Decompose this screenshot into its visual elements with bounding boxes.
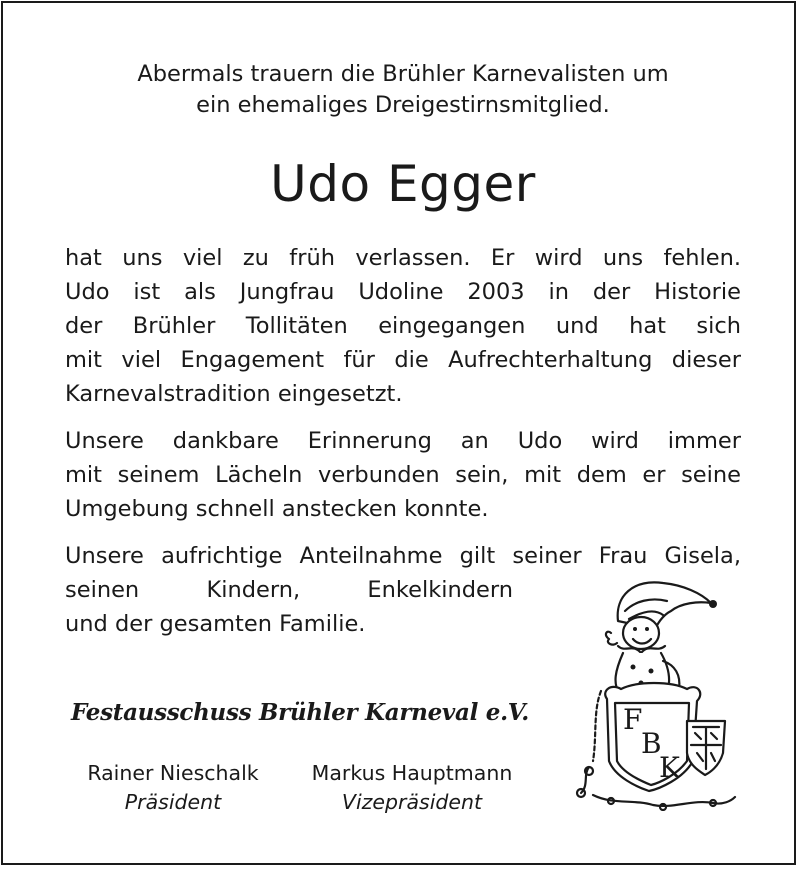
intro-line: ein ehemaliges Dreigestirnsmitglied.	[196, 92, 610, 118]
text-line: Umgebung schnell anstecken konnte.	[65, 496, 489, 522]
jester-crest-logo-icon	[563, 571, 743, 811]
text-line: Karnevalstradition eingesetzt.	[65, 381, 403, 407]
signatory-role: Präsident	[124, 790, 222, 814]
signatory-name: Rainer Nieschalk	[87, 761, 259, 785]
text-line: der Brühler Tollitäten eingegangen und hat sich	[65, 313, 741, 339]
signatory-name: Markus Hauptmann	[311, 761, 513, 785]
text-line: Udo ist als Jungfrau Udoline 2003 in der Historie	[65, 279, 741, 305]
deceased-name: Udo Egger	[270, 155, 536, 213]
signatory-president	[73, 759, 273, 817]
text-line: Unsere dankbare Erinnerung an Udo wird immer	[65, 428, 741, 454]
logo-letter-k: K	[659, 751, 680, 784]
text-line: und der gesamten Familie.	[65, 611, 366, 637]
logo-letter-b: B	[641, 727, 662, 760]
text-line: Unsere aufrichtige Anteilnahme gilt seiner Frau Gisela,	[65, 543, 741, 569]
intro-line: Abermals trauern die Brühler Karnevalisten um	[137, 61, 669, 87]
obituary-frame	[1, 1, 796, 865]
logo-letter-f: F	[623, 703, 643, 736]
signatory-role: Vizepräsident	[341, 790, 483, 814]
organization-name: Festausschuss Brühler Karneval e.V.	[71, 699, 530, 726]
text-line: hat uns viel zu früh verlassen. Er wird uns fehlen.	[65, 245, 741, 271]
text-line: seinen Kindern, Enkelkindern	[65, 577, 513, 603]
signatory-vice-president	[297, 759, 527, 817]
paragraph-tribute	[65, 241, 741, 411]
text-line: mit seinem Lächeln verbunden sein, mit dem er seine	[65, 462, 741, 488]
intro-text	[3, 59, 800, 121]
paragraph-memory	[65, 424, 741, 526]
text-line: mit viel Engagement für die Aufrechterhaltung dieser	[65, 347, 741, 373]
